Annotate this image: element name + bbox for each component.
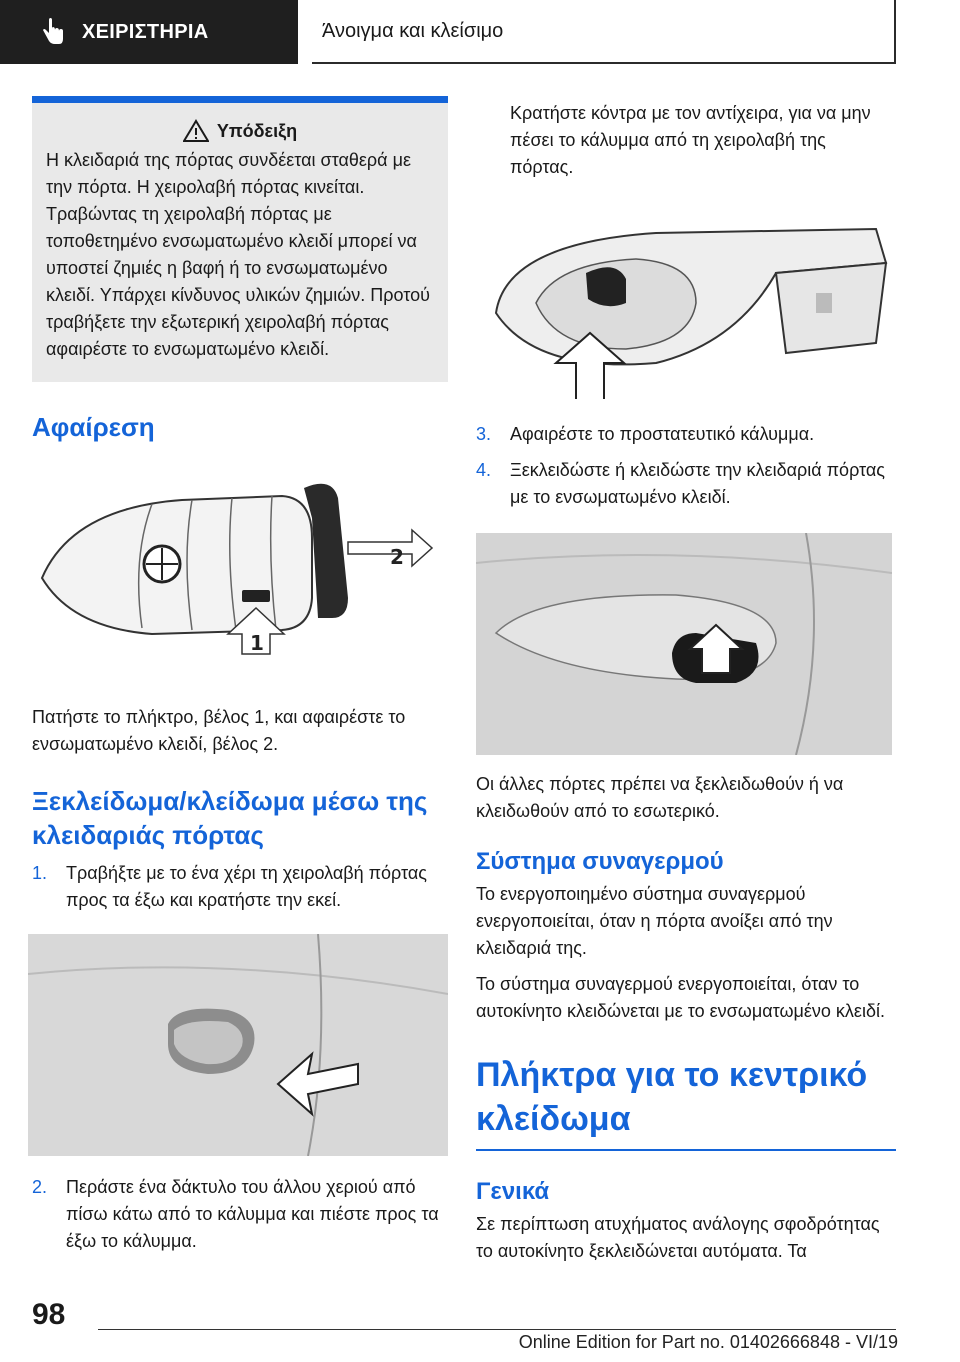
step-number: 2. xyxy=(32,1177,48,1197)
cover-removal-illustration xyxy=(476,203,892,399)
step-item xyxy=(32,1174,448,1255)
steps-list-left xyxy=(32,860,448,914)
callout-2: 2 xyxy=(390,545,404,569)
door-handle-drawing xyxy=(28,934,448,1156)
general-heading: Γενικά xyxy=(476,1178,550,1205)
steps-list-right xyxy=(476,421,892,511)
heading-rule xyxy=(476,1149,896,1151)
step-number: 4. xyxy=(476,460,492,480)
chapter-tab-title: ΧΕΙΡΙΣΤΗΡΙΑ xyxy=(82,20,209,43)
other-doors-text: Οι άλλες πόρτες πρέπει να ξεκλειδωθούν ή να κλειδωθούν από το εσωτερικό. xyxy=(476,774,844,821)
right-column xyxy=(476,100,892,1265)
alarm-heading: Σύστημα συναγερμού xyxy=(476,848,724,875)
alarm-text-2: Το σύστημα συναγερμού ενεργοποιείται, όταν το αυτοκίνητο κλειδώνεται με το ενσωματωμένο κλειδί. xyxy=(476,974,885,1021)
callout-1: 1 xyxy=(250,631,264,655)
chapter-tab xyxy=(0,0,298,64)
warning-icon xyxy=(183,119,209,143)
door-handle-pull-illustration xyxy=(28,934,448,1156)
note-text: Η κλειδαριά της πόρτας συνδέεται σταθερά με την πόρτα. Η χειρολαβή πόρτας κινείται. Τραβώντας τη χειρολαβή πόρτας με τοποθετημένο ενσωματωμένο κλειδί μπορεί να υποστεί ζημιές η βαφή ή το ενσωματωμένο κλειδί. Υπάρχει κίνδυνος υλικών ζημιών. Προτού τραβήξετε την εξωτερική χειρολαβή πόρτας αφαιρέστε το ενσωματωμένο κλειδί. xyxy=(46,150,430,359)
footer-rule xyxy=(98,1329,896,1330)
central-lock-heading: Πλήκτρα για το κεντρικό κλείδωμα xyxy=(476,1056,868,1138)
hold-text: Κρατήστε κόντρα με τον αντίχειρα, για να μην πέσει το κάλυμμα από τη χειρολαβή της πόρτας. xyxy=(510,103,871,177)
step-text: Ξεκλειδώστε ή κλειδώστε την κλειδαριά πόρτας με το ενσωματωμένο κλειδί. xyxy=(510,460,885,507)
step-text: Περάστε ένα δάκτυλο του άλλου χεριού από πίσω κάτω από το κάλυμμα και πιέστε προς τα έξω το κάλυμμα. xyxy=(66,1177,439,1251)
removal-text: Πατήστε το πλήκτρο, βέλος 1, και αφαιρέστε το ενσωματωμένο κλειδί, βέλος 2. xyxy=(32,707,406,754)
key-in-lock-illustration xyxy=(476,533,892,755)
step-text: Τραβήξτε με το ένα χέρι τη χειρολαβή πόρτας προς τα έξω και κρατήστε την εκεί. xyxy=(66,863,427,910)
chapter-title: Άνοιγμα και κλείσιμο xyxy=(312,0,896,64)
key-lock-drawing xyxy=(476,533,892,755)
note-header xyxy=(46,119,434,143)
page-number: 98 xyxy=(32,1298,66,1331)
lock-heading: Ξεκλείδωμα/κλείδωμα μέσω της κλειδαριάς πόρτας xyxy=(32,786,428,850)
removal-heading: Αφαίρεση xyxy=(32,412,155,442)
step-item xyxy=(476,421,892,448)
key-fob-drawing xyxy=(32,478,448,664)
left-column xyxy=(32,96,448,1255)
step-item xyxy=(32,860,448,914)
key-removal-illustration xyxy=(32,478,448,664)
alarm-text-1: Το ενεργοποιημένο σύστημα συναγερμού ενεργοποιείται, όταν η πόρτα ανοίξει από την κλειδαριά της. xyxy=(476,884,833,958)
note-box xyxy=(32,96,448,382)
note-title: Υπόδειξη xyxy=(216,120,298,141)
general-text: Σε περίπτωση ατυχήματος ανάλογης σφοδρότητας το αυτοκίνητο ξεκλειδώνεται αυτόματα. Τα xyxy=(476,1214,880,1261)
step-number: 3. xyxy=(476,424,492,444)
step-text: Αφαιρέστε το προστατευτικό κάλυμμα. xyxy=(510,424,815,444)
hand-pointer-icon xyxy=(38,17,68,47)
steps-list-left-2 xyxy=(32,1174,448,1255)
step-item xyxy=(476,457,892,511)
cover-drawing xyxy=(476,203,892,399)
step-number: 1. xyxy=(32,863,48,883)
edition-text: Online Edition for Part no. 01402666848 - VI/19 xyxy=(518,1332,898,1352)
